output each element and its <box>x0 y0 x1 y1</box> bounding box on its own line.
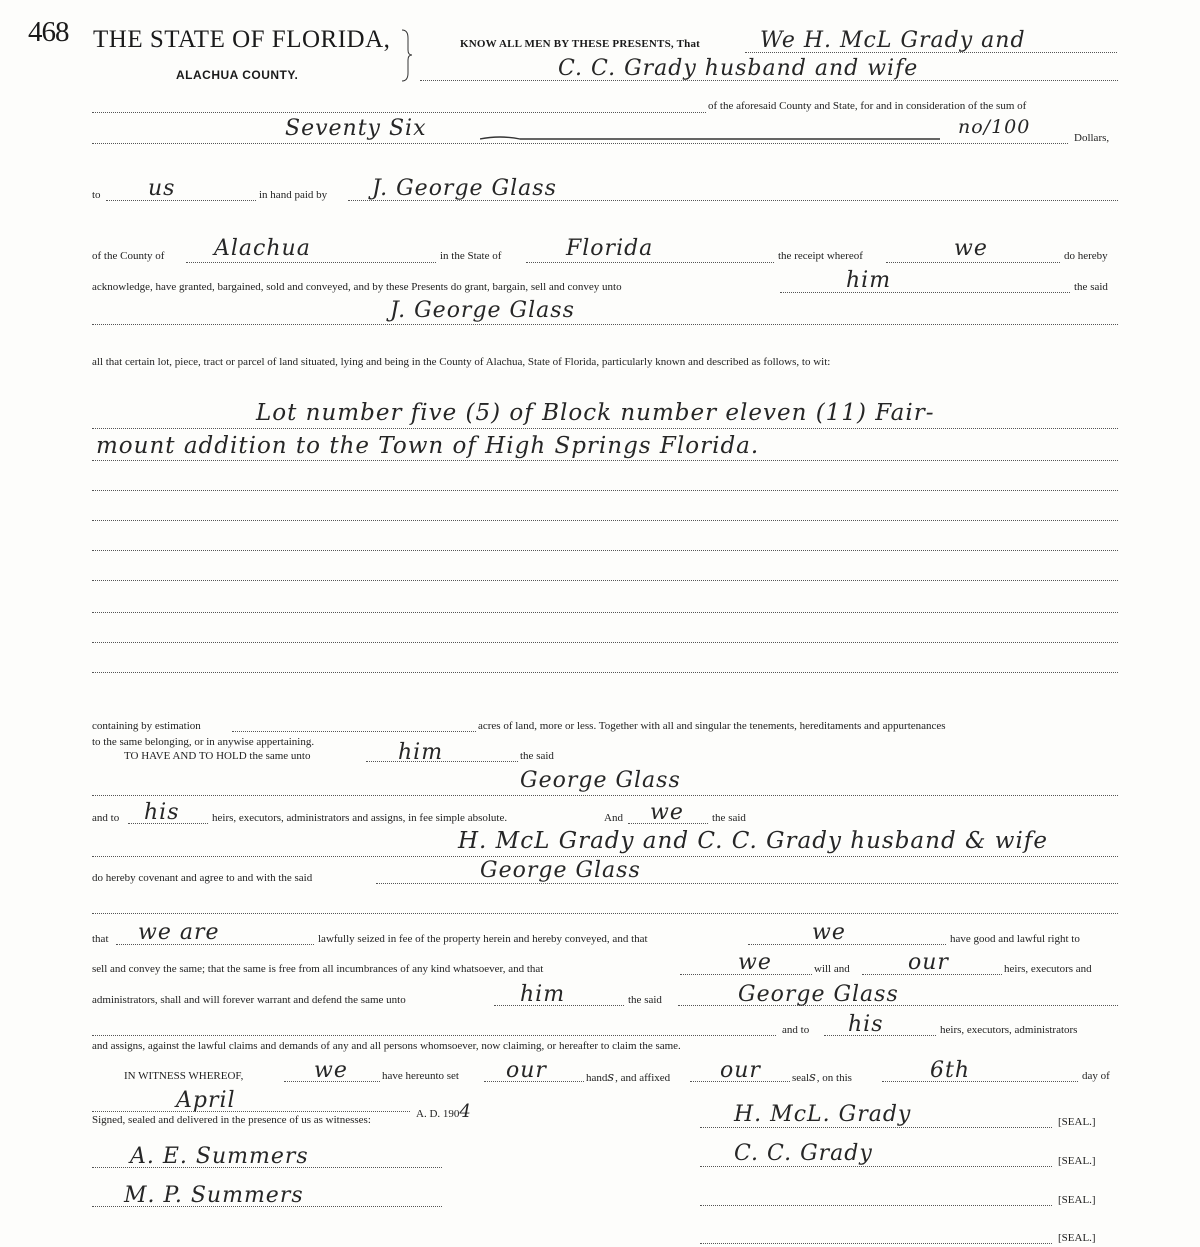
habendum-grantors: H. McL Grady and C. C. Grady husband & wife <box>458 828 1048 854</box>
blank-line <box>92 913 1118 914</box>
grantors-line-2: C. C. Grady husband and wife <box>558 56 919 81</box>
warranty-grantee: George Glass <box>738 982 899 1007</box>
and-value: we <box>650 800 684 825</box>
description-line-1: Lot number five (5) of Block number eleven (11) Fair- <box>256 400 935 426</box>
year-digit: 4 <box>459 1101 472 1122</box>
blank-line <box>92 112 706 113</box>
witness-month: April <box>176 1088 236 1113</box>
county-value: Alachua <box>214 236 311 261</box>
to-label: to <box>92 189 101 201</box>
paid-by-label: in hand paid by <box>259 189 328 201</box>
habendum-grantee: George Glass <box>520 768 681 793</box>
containing-label: containing by estimation <box>92 720 201 732</box>
seal-label-4: [SEAL.] <box>1058 1232 1096 1244</box>
day-line <box>882 1081 1078 1082</box>
description-line-2: mount addition to the Town of High Springs Florida. <box>96 433 760 459</box>
affixed-text: , and affixed <box>615 1072 671 1084</box>
state-title: THE STATE OF FLORIDA, <box>93 26 391 53</box>
county-title: ALACHUA COUNTY. <box>176 68 299 82</box>
ad-label <box>416 1101 472 1122</box>
witness-day: 6th <box>930 1058 971 1083</box>
amount-flourish <box>480 130 940 140</box>
witness-our-2: our <box>720 1058 761 1083</box>
seal-label-1: [SEAL.] <box>1058 1116 1096 1128</box>
on-this-text: , on this <box>816 1072 852 1084</box>
header-brace <box>400 28 414 83</box>
seized-line <box>748 944 946 945</box>
seal-suffix: s <box>809 1070 817 1085</box>
will-value: we <box>738 950 772 975</box>
the-said-label: the said <box>520 750 554 762</box>
acres-text: acres of land, more or less. Together with all and singular the tenements, hereditaments and appurtenances <box>478 720 946 732</box>
description-line <box>92 460 1118 461</box>
description-line <box>92 490 1118 491</box>
signer-line-2 <box>700 1166 1052 1167</box>
witness-our: our <box>506 1058 547 1083</box>
county-line <box>186 262 436 263</box>
signer-line-1 <box>700 1127 1052 1128</box>
witness-signature-2: M. P. Summers <box>124 1183 304 1208</box>
hand-label: hand <box>586 1072 608 1084</box>
grantee-value: J. George Glass <box>390 298 575 323</box>
payer-value: J. George Glass <box>372 176 557 201</box>
receipt-line <box>886 262 1060 263</box>
page-number: 468 <box>28 16 69 48</box>
heirs-text: heirs, executors and <box>1004 963 1092 975</box>
belonging-text: to the same belonging, or in anywise appertaining. <box>92 736 315 748</box>
blank-line <box>92 1035 776 1036</box>
signer-signature-2: C. C. Grady <box>734 1141 873 1166</box>
will-and-label: will and <box>814 963 850 975</box>
covenant-label: do hereby covenant and agree to and with the said <box>92 872 313 884</box>
signed-text: Signed, sealed and delivered in the presence of us as witnesses: <box>92 1114 371 1126</box>
witness-we: we <box>314 1058 348 1083</box>
signer-line-3 <box>700 1205 1052 1206</box>
grantee-line <box>92 324 1118 325</box>
description-line <box>92 520 1118 521</box>
county-label: of the County of <box>92 250 165 262</box>
to-line <box>106 200 256 201</box>
seal-label-3: [SEAL.] <box>1058 1194 1096 1206</box>
unto-value: him <box>846 268 892 293</box>
heirs-admin-text: heirs, executors, administrators <box>940 1024 1078 1036</box>
heirs-text: heirs, executors, administrators and assigns, in fee simple absolute. <box>212 812 508 824</box>
day-of-label: day of <box>1082 1070 1110 1082</box>
grantors-line <box>92 856 1118 857</box>
hand-suffix: s <box>607 1070 616 1085</box>
aforesaid-text: of the aforesaid County and State, for and in consideration of the sum of <box>708 100 1027 112</box>
covenant-line <box>376 883 1118 884</box>
seal-label: seal <box>792 1072 810 1084</box>
to-have-label: TO HAVE AND TO HOLD the same unto <box>124 750 311 762</box>
description-line <box>92 672 1118 673</box>
sell-text: sell and convey the same; that the same is free from all incumbrances of any kind whatsoever, and that <box>92 963 544 975</box>
signer-signature-1: H. McL. Grady <box>734 1102 912 1127</box>
dollars-label: Dollars, <box>1074 132 1110 144</box>
admin-text: administrators, shall and will forever warrant and defend the same unto <box>92 994 406 1006</box>
acknowledge-text: acknowledge, have granted, bargained, sold and conveyed, and by these Presents do grant, bargain, sell and convey unto <box>92 281 622 293</box>
set-text: have hereunto set <box>382 1070 459 1082</box>
that-label: that <box>92 933 109 945</box>
and-to-label: and to <box>92 812 120 824</box>
description-line <box>92 580 1118 581</box>
grantors-line-1: We H. McL Grady and <box>760 28 1026 53</box>
unto-line <box>780 292 1070 293</box>
to-have-value: him <box>398 740 444 765</box>
description-line <box>92 428 1118 429</box>
and-to-label: and to <box>782 1024 810 1036</box>
amount-cents: no/100 <box>958 116 1031 138</box>
unto-value: him <box>520 982 566 1007</box>
grantee-line <box>92 795 1118 796</box>
seized-value: we <box>812 920 846 945</box>
to-value: us <box>148 176 176 201</box>
that-value: we are <box>138 920 220 945</box>
seal-text <box>792 1070 852 1085</box>
right-text: have good and lawful right to <box>950 933 1080 945</box>
hereby-label: do hereby <box>1064 250 1108 262</box>
receipt-value: we <box>954 236 988 261</box>
our-value: our <box>908 950 949 975</box>
month-line <box>92 1111 410 1112</box>
in-witness-label: IN WITNESS WHEREOF, <box>124 1070 244 1082</box>
amount-words: Seventy Six <box>285 116 427 141</box>
state-line <box>526 262 774 263</box>
description-line <box>92 550 1118 551</box>
state-label: in the State of <box>440 250 502 262</box>
hand-text <box>586 1070 670 1085</box>
know-all-men: KNOW ALL MEN BY THESE PRESENTS, That <box>460 38 701 50</box>
the-said-label: the said <box>1074 281 1108 293</box>
ad-text: A. D. 190 <box>416 1108 460 1120</box>
covenant-value: George Glass <box>480 858 641 883</box>
description-line <box>92 612 1118 613</box>
signer-line-4 <box>700 1243 1052 1244</box>
seized-text: lawfully seized in fee of the property herein and hereby conveyed, and that <box>318 933 648 945</box>
assigns-text: and assigns, against the lawful claims and demands of any and all persons whomsoever, now claiming, or hereafter to claim the same. <box>92 1040 681 1052</box>
state-value: Florida <box>566 236 654 261</box>
seal-label-2: [SEAL.] <box>1058 1155 1096 1167</box>
the-said-label: the said <box>712 812 746 824</box>
and-to-value: his <box>144 800 180 825</box>
the-said-label: the said <box>628 994 662 1006</box>
and-label: And <box>604 812 623 824</box>
witness-signature-1: A. E. Summers <box>130 1144 309 1169</box>
description-line <box>92 642 1118 643</box>
acres-line <box>232 731 476 732</box>
amount-line <box>92 143 1068 144</box>
his-value: his <box>848 1012 884 1037</box>
land-text: all that certain lot, piece, tract or parcel of land situated, lying and being in the County of Alachua, State of Florida, particularly known and described as follows, to wit: <box>92 356 831 368</box>
receipt-label: the receipt whereof <box>778 250 863 262</box>
